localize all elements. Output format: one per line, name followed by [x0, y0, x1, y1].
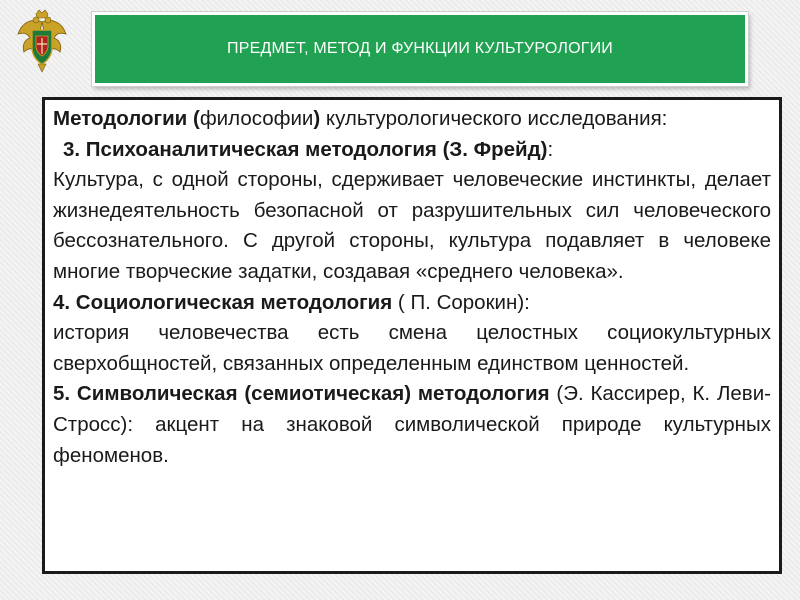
item3-heading — [53, 135, 771, 166]
item4-num: 4. — [53, 290, 71, 314]
item4-rest: ( П. Сорокин): — [392, 290, 530, 314]
item4-heading — [53, 288, 771, 319]
intro-close-paren: ) — [313, 107, 321, 130]
item3-num: 3. — [63, 137, 81, 161]
item5-num: 5. — [53, 382, 71, 406]
intro-normal: философии — [199, 107, 314, 130]
coat-of-arms-icon — [14, 8, 70, 76]
intro-paragraph — [53, 104, 771, 135]
page-title: ПРЕДМЕТ, МЕТОД И ФУНКЦИИ КУЛЬТУРОЛОГИИ — [227, 40, 613, 57]
item4-title: Социологическая методология — [70, 290, 393, 314]
intro-open-paren: ( — [187, 107, 200, 130]
item5-title: Символическая (семиотическая) методология — [70, 382, 550, 406]
intro-rest: культурологического исследования: — [320, 107, 668, 130]
item5-rest: (Э. Кассирер, К. Леви-Стросс): акцент на знаковой символической природе культурных феноменов. — [53, 382, 771, 467]
content-box — [42, 97, 782, 574]
item3-colon: : — [547, 137, 554, 161]
item4-text: история человечества есть смена целостных социокультурных сверхобщностей, связанных определенным единством ценностей. — [53, 321, 771, 375]
item3-text: Культура, с одной стороны, сдерживает человеческие инстинкты, делает жизнедеятельность безопасной от разрушительных сил человеческого бессознательного. С другой стороны, культура подавляет в человеке многие творческие задатки, создавая «среднего человека». — [53, 168, 771, 283]
item3-title: Психоаналитическая методология (З. Фрейд) — [80, 137, 548, 161]
item5-paragraph — [53, 379, 771, 471]
title-banner — [92, 12, 748, 86]
intro-bold: Методологии — [53, 107, 188, 130]
